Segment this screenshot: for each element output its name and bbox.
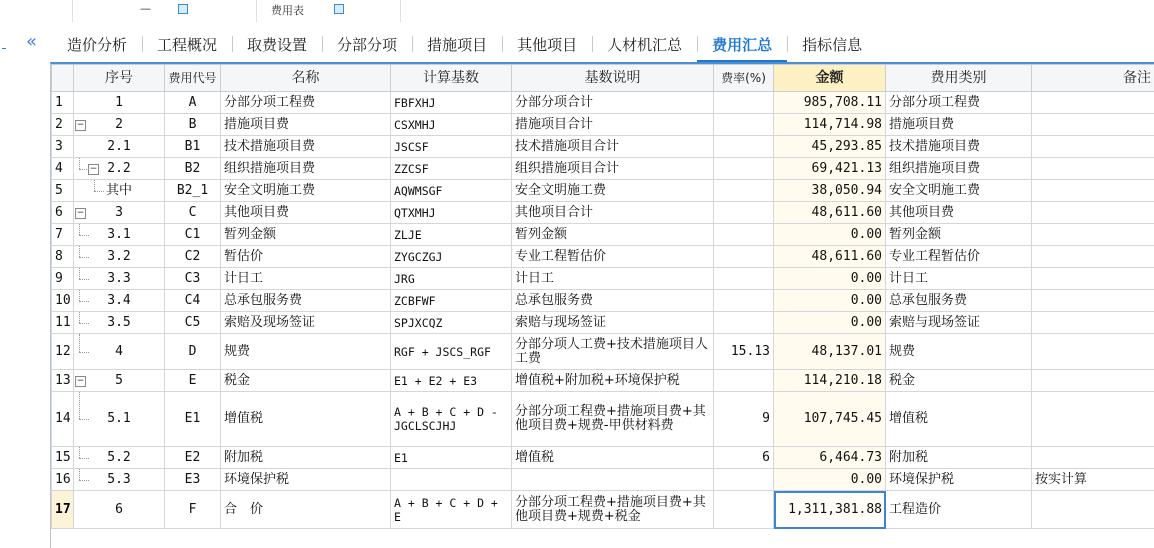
cell-rate[interactable] [714,224,774,246]
cell-type[interactable]: 其他项目费 [886,202,1032,224]
cell-note[interactable] [1032,202,1154,224]
cell-desc[interactable]: 增值税 [512,447,714,469]
cell-amount[interactable]: 0.00 [774,268,886,290]
cell-note[interactable] [1032,334,1154,370]
cell-name[interactable]: 暂列金额 [221,224,391,246]
col-header-note[interactable]: 备注 [1032,65,1154,92]
cell-code[interactable]: C3 [165,268,221,290]
cell-seq[interactable] [74,290,165,312]
tree-line [79,312,80,323]
toolbar-divider [256,0,257,22]
cell-desc[interactable]: 组织措施项目合计 [512,158,714,180]
cell-seq[interactable] [74,491,165,529]
cell-name[interactable]: 技术措施项目费 [221,136,391,158]
cell-note[interactable] [1032,158,1154,180]
cell-code[interactable]: C1 [165,224,221,246]
row-index[interactable]: 16 [52,469,74,491]
cell-desc[interactable]: 分部分项工程费+措施项目费+其他项目费+规费+税金 [512,491,714,529]
collapse-toggle-icon[interactable]: − [88,164,99,175]
table-row[interactable] [52,447,1154,469]
cell-desc[interactable]: 其他项目合计 [512,202,714,224]
cell-name[interactable]: 组织措施项目费 [221,158,391,180]
cell-amount[interactable]: 107,745.45 [774,392,886,447]
cell-amount[interactable]: 38,050.94 [774,180,886,202]
table-row[interactable] [52,268,1154,290]
cell-base[interactable]: A + B + C + D - JGCLSCJHJ [391,392,512,447]
row-index[interactable]: 14 [52,392,74,447]
col-header-rate[interactable]: 费率(%) [714,65,774,92]
row-index[interactable]: 13 [52,370,74,392]
tree-line [79,480,89,481]
cell-rate[interactable] [714,312,774,334]
cell-type[interactable]: 总承包服务费 [886,290,1032,312]
toolbar-divider [72,0,73,22]
fee-summary-grid [50,62,1154,548]
cell-seq[interactable] [74,334,165,370]
cell-base[interactable]: CSXMHJ [391,114,512,136]
cell-seq[interactable] [74,92,165,114]
cell-name[interactable]: 规费 [221,334,391,370]
cell-rate[interactable] [714,158,774,180]
seq-wrapper [74,180,164,201]
cell-code[interactable]: B1 [165,136,221,158]
cell-base[interactable]: QTXMHJ [391,202,512,224]
tree-line [79,235,89,236]
seq-wrapper [74,92,164,113]
cell-desc[interactable]: 技术措施项目合计 [512,136,714,158]
cell-base[interactable] [391,469,512,491]
tab-list [52,26,877,62]
tree-line [79,352,89,353]
tree-line [79,301,89,302]
seq-text: 1 [74,92,164,113]
cell-desc[interactable]: 暂列金额 [512,224,714,246]
cell-type[interactable]: 分部分项工程费 [886,92,1032,114]
cell-name[interactable]: 总承包服务费 [221,290,391,312]
cell-name[interactable]: 暂估价 [221,246,391,268]
cell-name[interactable]: 措施项目费 [221,114,391,136]
cell-amount[interactable]: 0.00 [774,290,886,312]
cell-type[interactable]: 索赔与现场签证 [886,312,1032,334]
seq-text: 2.2 [74,158,164,179]
cell-amount[interactable]: 0.00 [774,224,886,246]
cell-code[interactable]: E [165,370,221,392]
cell-seq[interactable] [74,114,165,136]
seq-text: 3.1 [74,224,164,245]
table-row[interactable] [52,392,1154,447]
row-index[interactable]: 8 [52,246,74,268]
seq-text: 4 [74,334,164,369]
seq-text: 3.5 [74,312,164,333]
cell-amount[interactable]: 6,464.73 [774,447,886,469]
seq-wrapper [74,334,164,369]
cell-base[interactable]: A + B + C + D + E [391,491,512,529]
cell-seq[interactable] [74,370,165,392]
tree-line [79,246,80,257]
toolbar-fragment: — [140,2,151,15]
cell-type[interactable]: 附加税 [886,447,1032,469]
seq-text: 6 [74,491,164,528]
tree-line [94,180,95,191]
cell-note[interactable] [1032,312,1154,334]
cell-note[interactable] [1032,224,1154,246]
cell-type[interactable]: 环境保护税 [886,469,1032,491]
table-row[interactable] [52,180,1154,202]
cell-note[interactable] [1032,246,1154,268]
cell-rate[interactable] [714,202,774,224]
collapse-left-icon[interactable]: « [26,31,37,52]
seq-wrapper [74,114,164,135]
cell-code[interactable]: A [165,92,221,114]
cell-type[interactable]: 工程造价 [886,491,1032,529]
seq-text: 5.3 [74,469,164,490]
cell-name[interactable]: 安全文明施工费 [221,180,391,202]
cell-name[interactable]: 增值税 [221,392,391,447]
cell-note[interactable] [1032,491,1154,529]
table-row[interactable] [52,469,1154,491]
cell-desc[interactable]: 计日工 [512,268,714,290]
cell-amount[interactable]: 1,311,381.88 [774,491,886,529]
tree-line [79,419,89,420]
cell-base[interactable]: ZCBFWF [391,290,512,312]
cell-desc[interactable] [512,469,714,491]
cell-amount[interactable]: 114,714.98 [774,114,886,136]
toolbar-divider [400,0,401,22]
cell-name[interactable]: 税金 [221,370,391,392]
seq-wrapper [74,136,164,157]
collapse-toggle-icon[interactable]: − [75,376,86,387]
row-index[interactable]: 2 [52,114,74,136]
cell-base[interactable]: E1 + E2 + E3 [391,370,512,392]
cell-rate[interactable] [714,290,774,312]
collapse-toggle-icon[interactable]: − [75,208,86,219]
seq-text: 3.4 [74,290,164,311]
cell-type[interactable]: 安全文明施工费 [886,180,1032,202]
tree-line [79,224,80,235]
cell-type[interactable]: 组织措施项目费 [886,158,1032,180]
cell-rate[interactable] [714,114,774,136]
table-row[interactable] [52,370,1154,392]
cell-seq[interactable] [74,202,165,224]
collapse-toggle-icon[interactable]: − [75,120,86,131]
cell-seq[interactable] [74,246,165,268]
tree-line [79,469,80,480]
row-index[interactable]: 7 [52,224,74,246]
seq-wrapper [74,392,164,446]
fee-table-label[interactable]: 费用表 [271,2,304,18]
cell-note[interactable]: 按实计算 [1032,469,1154,491]
cell-type[interactable]: 计日工 [886,268,1032,290]
cell-amount[interactable]: 985,708.11 [774,92,886,114]
cell-code[interactable]: F [165,491,221,529]
tree-line [79,392,80,419]
cell-seq[interactable] [74,392,165,447]
cell-type[interactable]: 措施项目费 [886,114,1032,136]
cell-seq[interactable] [74,447,165,469]
tree-line [79,169,89,170]
seq-text: 5 [74,370,164,391]
cell-amount[interactable]: 0.00 [774,469,886,491]
seq-wrapper [74,312,164,333]
row-index[interactable]: 17 [52,491,74,529]
tab-4[interactable]: 措施项目 [412,26,502,62]
row-index[interactable]: 6 [52,202,74,224]
cell-rate[interactable]: 6 [714,447,774,469]
row-index[interactable]: 4 [52,158,74,180]
row-index[interactable]: 1 [52,92,74,114]
col-header-type[interactable]: 费用类别 [886,65,1032,92]
cell-code[interactable]: E2 [165,447,221,469]
cell-code[interactable]: E3 [165,469,221,491]
seq-text: 2.1 [74,136,164,157]
cell-code[interactable]: E1 [165,392,221,447]
cell-name[interactable]: 计日工 [221,268,391,290]
tree-line [79,447,80,458]
row-index[interactable]: 12 [52,334,74,370]
seq-wrapper [74,290,164,311]
table-row[interactable] [52,224,1154,246]
cell-desc[interactable]: 分部分项合计 [512,92,714,114]
cell-rate[interactable] [714,180,774,202]
tree-line [94,191,104,192]
row-index[interactable]: 15 [52,447,74,469]
cell-amount[interactable]: 69,421.13 [774,158,886,180]
cell-code[interactable]: C2 [165,246,221,268]
table-row[interactable] [52,92,1154,114]
seq-wrapper [74,447,164,468]
table-row[interactable] [52,491,1154,529]
seq-wrapper [74,202,164,223]
cell-type[interactable]: 专业工程暂估价 [886,246,1032,268]
cell-code[interactable]: C [165,202,221,224]
tab-5[interactable]: 其他项目 [502,26,592,62]
cell-base[interactable]: ZZCSF [391,158,512,180]
cell-code[interactable]: B2 [165,158,221,180]
tab-7[interactable]: 费用汇总 [697,26,787,62]
seq-wrapper [74,246,164,267]
cell-code[interactable]: D [165,334,221,370]
table-row[interactable] [52,136,1154,158]
tree-line [79,323,89,324]
cell-note[interactable] [1032,370,1154,392]
seq-text: 5.2 [74,447,164,468]
row-index[interactable]: 3 [52,136,74,158]
toolbar-strip [0,0,1154,27]
cell-desc[interactable]: 专业工程暂估价 [512,246,714,268]
cell-type[interactable]: 规费 [886,334,1032,370]
cell-seq[interactable] [74,268,165,290]
cell-note[interactable] [1032,114,1154,136]
tab-bar [0,26,1154,62]
cell-note[interactable] [1032,290,1154,312]
row-index[interactable]: 10 [52,290,74,312]
tab-2[interactable]: 取费设置 [232,26,322,62]
cell-seq[interactable] [74,158,165,180]
tree-line [79,268,80,279]
cell-seq[interactable] [74,312,165,334]
table-row[interactable] [52,312,1154,334]
cell-desc[interactable]: 索赔与现场签证 [512,312,714,334]
panel-icon[interactable] [334,4,344,14]
cell-amount[interactable]: 45,293.85 [774,136,886,158]
cell-type[interactable]: 增值税 [886,392,1032,447]
tab-0[interactable]: 造价分析 [52,26,142,62]
cell-amount[interactable]: 48,611.60 [774,202,886,224]
cell-base[interactable]: FBFXHJ [391,92,512,114]
side-marker [2,48,6,49]
tab-1[interactable]: 工程概况 [142,26,232,62]
cell-desc[interactable]: 分部分项工程费+措施项目费+其他项目费+规费-甲供材料费 [512,392,714,447]
cell-rate[interactable] [714,370,774,392]
seq-wrapper [74,224,164,245]
seq-wrapper [74,370,164,391]
seq-wrapper [74,158,164,179]
tab-8[interactable]: 指标信息 [787,26,877,62]
cell-name[interactable]: 附加税 [221,447,391,469]
cell-rate[interactable]: 9 [714,392,774,447]
row-index[interactable]: 5 [52,180,74,202]
cell-rate[interactable] [714,268,774,290]
cell-code[interactable]: B [165,114,221,136]
cell-rate[interactable] [714,469,774,491]
cell-base[interactable]: ZYGCZGJ [391,246,512,268]
header-row [52,65,1154,92]
cell-name[interactable]: 其他项目费 [221,202,391,224]
cell-note[interactable] [1032,268,1154,290]
cell-base[interactable]: SPJXCQZ [391,312,512,334]
table-row[interactable] [52,246,1154,268]
table-row[interactable] [52,158,1154,180]
cell-rate[interactable] [714,136,774,158]
cell-note[interactable] [1032,392,1154,447]
table-row[interactable] [52,114,1154,136]
cell-note[interactable] [1032,447,1154,469]
cell-base[interactable]: RGF + JSCS_RGF [391,334,512,370]
cell-rate[interactable] [714,491,774,529]
tree-line [79,290,80,301]
cell-base[interactable]: ZLJE [391,224,512,246]
table-row[interactable] [52,290,1154,312]
col-header-index [52,65,74,92]
cell-name[interactable]: 环境保护税 [221,469,391,491]
cell-desc[interactable]: 安全文明施工费 [512,180,714,202]
cell-desc[interactable]: 增值税+附加税+环境保护税 [512,370,714,392]
cell-desc[interactable]: 措施项目合计 [512,114,714,136]
col-header-seq[interactable]: 序号 [74,65,165,92]
tree-line [79,158,80,169]
cell-amount[interactable]: 48,611.60 [774,246,886,268]
seq-text: 其中 [74,180,164,201]
cell-amount[interactable]: 114,210.18 [774,370,886,392]
seq-text: 3 [74,202,164,223]
cell-type[interactable]: 技术措施项目费 [886,136,1032,158]
col-header-desc[interactable]: 基数说明 [512,65,714,92]
cell-amount[interactable]: 0.00 [774,312,886,334]
cell-desc[interactable]: 总承包服务费 [512,290,714,312]
cell-code[interactable]: C4 [165,290,221,312]
col-header-amount[interactable]: 金额 [774,65,886,92]
cell-base[interactable]: JRG [391,268,512,290]
cell-name[interactable]: 分部分项工程费 [221,92,391,114]
cell-desc[interactable]: 分部分项人工费+技术措施项目人工费 [512,334,714,370]
row-index[interactable]: 11 [52,312,74,334]
seq-wrapper [74,469,164,490]
table-row[interactable] [52,334,1154,370]
tree-line [79,334,80,352]
tree-line [79,458,89,459]
row-index[interactable]: 9 [52,268,74,290]
cell-seq[interactable] [74,136,165,158]
cell-code[interactable]: B2_1 [165,180,221,202]
cell-base[interactable]: JSCSF [391,136,512,158]
seq-text: 2 [74,114,164,135]
col-header-name[interactable]: 名称 [221,65,391,92]
cell-code[interactable]: C5 [165,312,221,334]
cell-rate[interactable] [714,246,774,268]
seq-wrapper [74,491,164,528]
cell-note[interactable] [1032,180,1154,202]
col-header-code[interactable]: 费用代号 [165,65,221,92]
seq-text: 3.3 [74,268,164,289]
tree-line [79,257,89,258]
tab-6[interactable]: 人材机汇总 [592,26,697,62]
seq-wrapper [74,268,164,289]
cell-name[interactable]: 合 价 [221,491,391,529]
tree-line [79,279,89,280]
file-icon [178,4,188,14]
cell-seq[interactable] [74,224,165,246]
col-header-base[interactable]: 计算基数 [391,65,512,92]
seq-text: 3.2 [74,246,164,267]
tab-3[interactable]: 分部分项 [322,26,412,62]
cell-seq[interactable] [74,469,165,491]
cell-seq[interactable] [74,180,165,202]
seq-text: 5.1 [74,392,164,446]
cell-rate[interactable] [714,92,774,114]
cell-base[interactable]: E1 [391,447,512,469]
cell-amount[interactable]: 48,137.01 [774,334,886,370]
cell-name[interactable]: 索赔及现场签证 [221,312,391,334]
cell-base[interactable]: AQWMSGF [391,180,512,202]
cell-type[interactable]: 暂列金额 [886,224,1032,246]
table-row[interactable] [52,202,1154,224]
cell-type[interactable]: 税金 [886,370,1032,392]
cell-note[interactable] [1032,136,1154,158]
cell-note[interactable] [1032,92,1154,114]
cell-rate[interactable]: 15.13 [714,334,774,370]
